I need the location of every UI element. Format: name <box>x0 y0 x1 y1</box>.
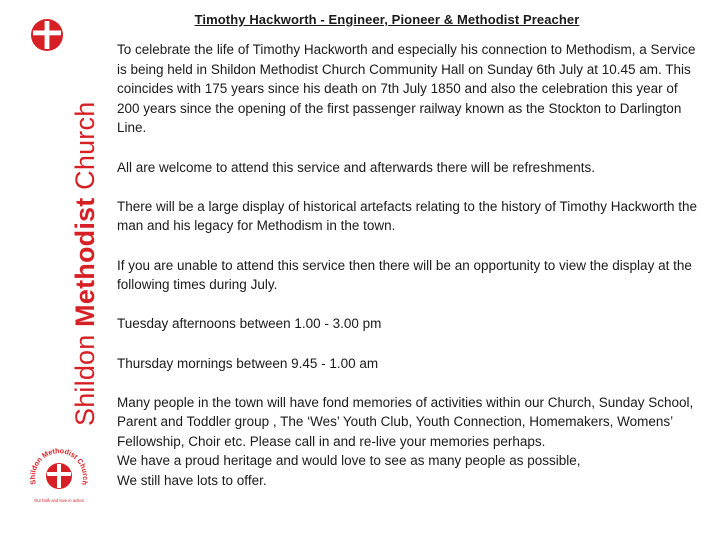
closing-line-offer: We still have lots to offer. <box>117 473 267 489</box>
paragraph-welcome: All are welcome to attend this service and afterwards there will be refreshments. <box>117 159 595 175</box>
paragraph-memories: Many people in the town will have fond memories of activities within our Church, Sunday School, Parent and Toddler group , The ‘Wes’ Youth Club, Youth Connection, Homemakers, Womens’ Fellowship, Choir etc. Please call in and re-live your memories perhaps. <box>117 394 694 449</box>
schedule-tuesday: Tuesday afternoons between 1.00 - 3.00 pm <box>117 316 382 332</box>
paragraph-intro: To celebrate the life of Timothy Hackworth and especially his connection to Methodism, a Service is being held in Shildon Methodist Church Community Hall on Sunday 6th July at 10.45 am. This coincides with 175 years since his death on 7th July 1850 and also the celebration this year of 200 years since the opening of the first passenger railway known as the Stockton to Darlington Line. <box>117 42 696 136</box>
wordmark-church: Church <box>70 101 100 198</box>
closing-line-heritage: We have a proud heritage and would love to see as many people as possible, <box>117 453 581 469</box>
paragraph-viewing-times: If you are unable to attend this service then there will be an opportunity to view the display at the following times during July. <box>117 257 692 293</box>
document-title: Timothy Hackworth - Engineer, Pioneer & Methodist Preacher <box>194 12 580 27</box>
schedule-thursday: Thursday mornings between 9.45 - 1.00 am <box>117 355 379 371</box>
church-seal-logo <box>28 432 90 514</box>
church-cross-circle-icon <box>30 18 64 52</box>
wordmark-shildon: Shildon <box>70 326 100 426</box>
seal-outer-text: Shildon Methodist Church <box>28 446 90 487</box>
paragraph-display: There will be a large display of historical artefacts relating to the history of Timothy Hackworth the man and his legacy for Methodism in the town. <box>117 198 698 234</box>
wordmark-methodist: Methodist <box>70 197 100 327</box>
seal-inner-text: Our faith and love in action <box>34 498 84 503</box>
vertical-wordmark <box>72 102 99 426</box>
notice-body <box>117 12 697 491</box>
